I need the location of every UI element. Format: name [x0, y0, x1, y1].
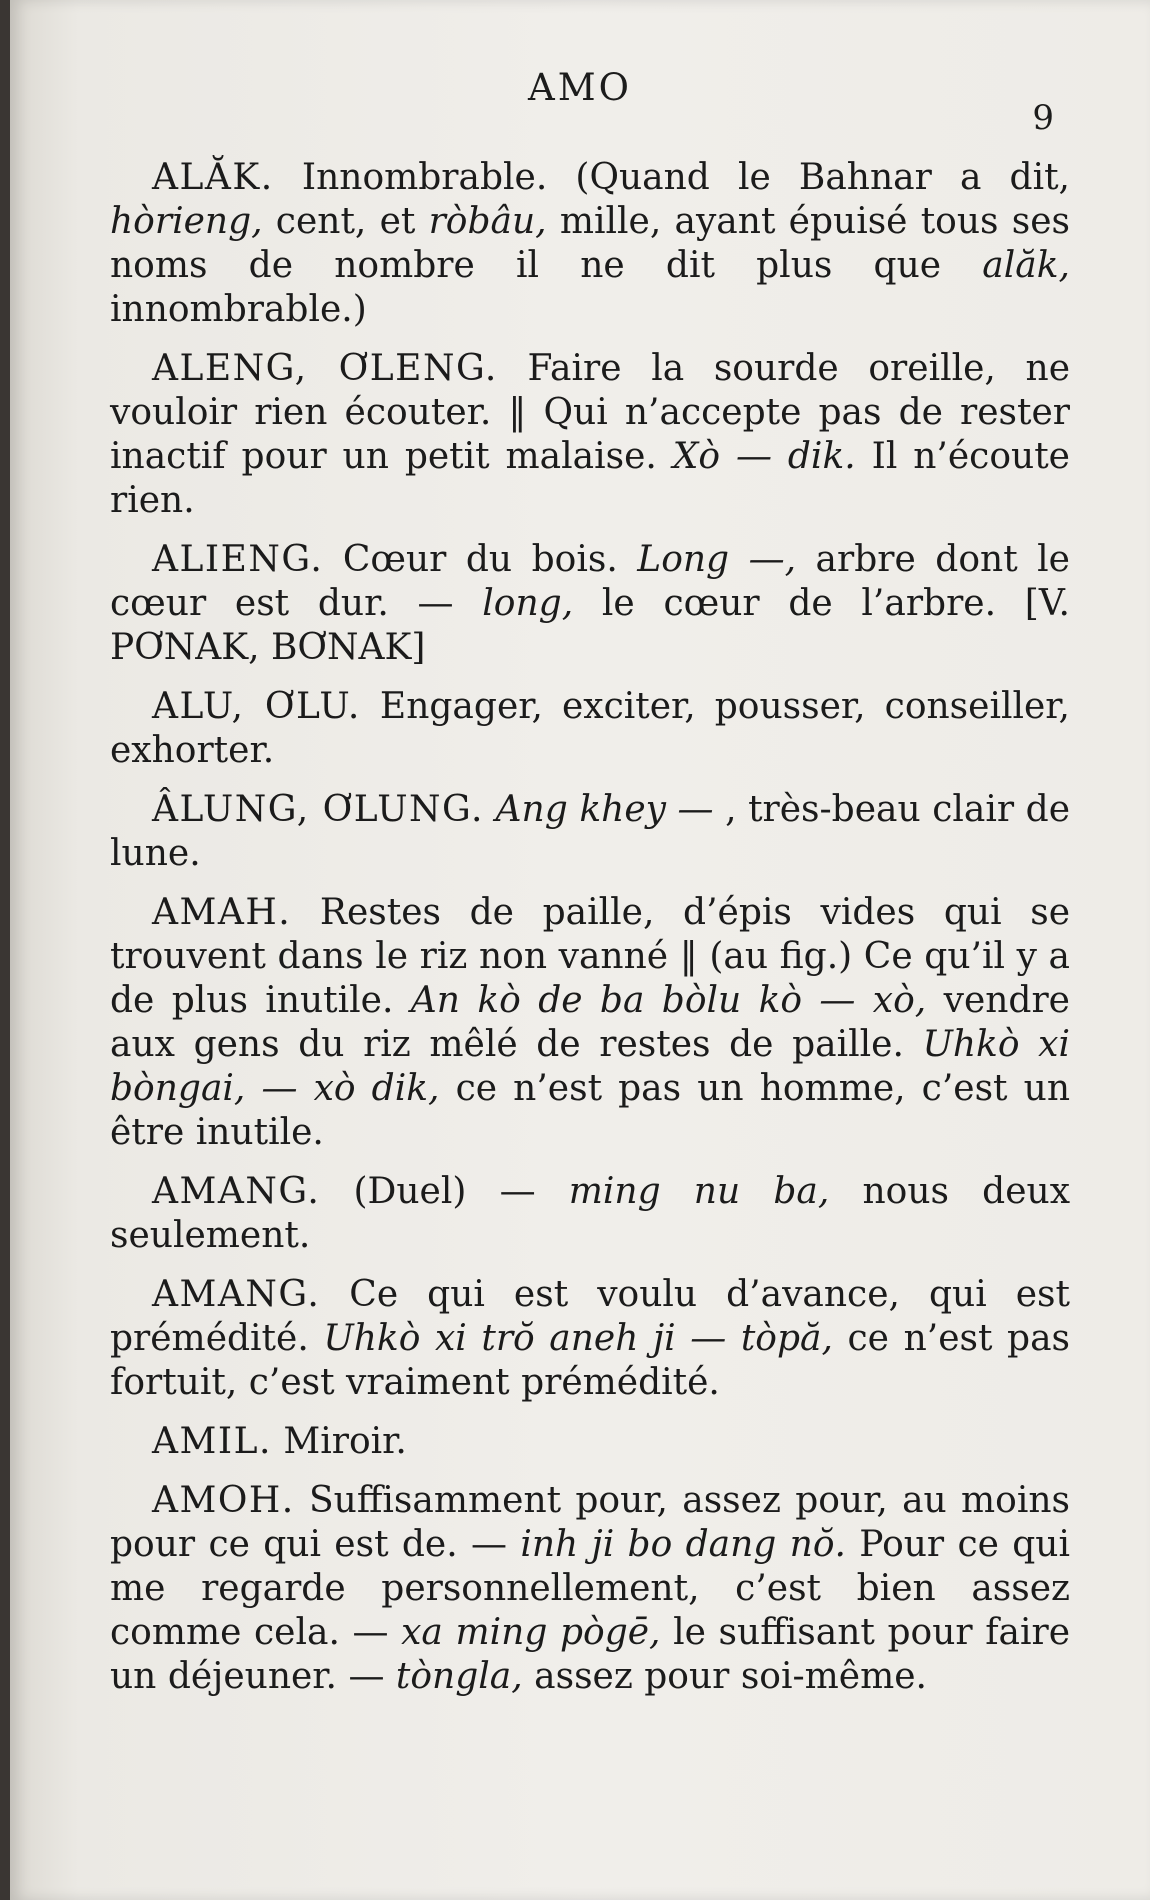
entry-example-italic: ròbâu, [428, 201, 547, 242]
entry-definition-text: Miroir. [271, 1421, 407, 1462]
entry-definition-text: vendre aux gens du riz mêlé de restes de paille. [110, 980, 1070, 1065]
entry-headword: AMIL. [152, 1421, 272, 1462]
entry-headword: AMANG. [152, 1171, 321, 1212]
entry-definition-text: arbre dont le cœur est dur. — [110, 539, 1070, 624]
entry-definition-text: Engager, exciter, pousser, conseiller, exhorter. [110, 686, 1070, 771]
entry-definition-text: ce n’est pas fortuit, c’est vraiment prémédité. [110, 1318, 1071, 1403]
dictionary-entry [110, 685, 1070, 773]
entry-headword: ALIENG. [152, 539, 324, 580]
dictionary-entry [110, 1420, 1070, 1464]
entry-headword: ALU, ƠLU. [152, 686, 361, 727]
page-number: 9 [1032, 98, 1054, 138]
entry-definition-text: assez pour soi-même. [522, 1656, 927, 1697]
entry-headword: AMANG. [152, 1274, 321, 1315]
entry-definition-text: Suffisamment pour, assez pour, au moins pour ce qui est de. — [110, 1480, 1070, 1565]
entry-example-italic: Uhkò xi trŏ aneh ji — tòpă, [323, 1318, 833, 1359]
entry-definition-text: le cœur de l’arbre. [V. PƠNAK, BƠNAK] [110, 583, 1070, 668]
entry-example-italic: Uhkò xi bòngai, — xò dik, [110, 1024, 1070, 1109]
entry-definition-text: le suffisant pour faire un déjeuner. — [110, 1612, 1071, 1697]
entry-headword: ALĂK. [152, 157, 274, 198]
entry-definition-text: mille, ayant épuisé tous ses noms de nombre il ne dit plus que [110, 201, 1070, 286]
entry-definition-text: Restes de paille, d’épis vides qui se trouvent dans le riz non vanné ‖ (au fig.) Ce qu’il y a de plus inutile. [110, 892, 1070, 1021]
book-page [10, 0, 1150, 1900]
entry-headword: ALENG, ƠLENG. [152, 348, 498, 389]
entry-example-italic: hòrieng, [110, 201, 263, 242]
entry-example-italic: alăk, [982, 245, 1070, 286]
entry-definition-text: nous deux seulement. [110, 1171, 1070, 1256]
entry-example-italic: Ang khey — [495, 789, 714, 830]
entry-definition-text: Pour ce qui me regarde personnellement, c’est bien assez comme cela. — [110, 1524, 1071, 1653]
entry-example-italic: Long —, [637, 539, 797, 580]
entry-definition-text: Faire la sourde oreille, ne vouloir rien écouter. ‖ Qui n’accepte pas de rester inactif pour un petit malaise. [110, 348, 1070, 477]
entry-example-italic: Xò — dik. [672, 436, 856, 477]
dictionary-entry [110, 891, 1070, 1155]
entry-example-italic: long, [482, 583, 574, 624]
entry-example-italic: ming nu ba, [568, 1171, 830, 1212]
dictionary-entry [110, 156, 1070, 332]
entry-definition-text [484, 789, 496, 830]
dictionary-entry [110, 347, 1070, 523]
dictionary-entry [110, 1170, 1070, 1258]
entry-definition-text: Ce qui est voulu d’avance, qui est prémédité. [110, 1274, 1070, 1359]
entry-definition-text: Innombrable. (Quand le Bahnar a dit, [273, 157, 1070, 198]
dictionary-entry [110, 1479, 1070, 1699]
entry-example-italic: xa ming pògē, [401, 1612, 661, 1653]
entry-example-italic: An kò de ba bòlu kò — xò, [410, 980, 927, 1021]
entry-example-italic: tòngla, [395, 1656, 523, 1697]
dictionary-entries [110, 156, 1070, 1714]
entry-definition-text: ce n’est pas un homme, c’est un être inutile. [110, 1068, 1071, 1153]
entry-headword: AMAH. [152, 892, 292, 933]
running-header: AMO [528, 66, 632, 109]
entry-headword: AMOH. [152, 1480, 295, 1521]
entry-definition-text: , très-beau clair de lune. [110, 789, 1070, 874]
entry-definition-text: (Duel) — [320, 1171, 569, 1212]
dictionary-entry [110, 788, 1070, 876]
entry-example-italic: inh ji bo dang nŏ. [520, 1524, 846, 1565]
entry-definition-text: innombrable.) [110, 289, 367, 330]
entry-definition-text: Il n’écoute rien. [110, 436, 1070, 521]
entry-headword: ÂLUNG, ƠLUNG. [152, 789, 484, 830]
entry-definition-text: Cœur du bois. [323, 539, 638, 580]
dictionary-entry [110, 1273, 1070, 1405]
dictionary-entry [110, 538, 1070, 670]
entry-definition-text: cent, et [262, 201, 429, 242]
